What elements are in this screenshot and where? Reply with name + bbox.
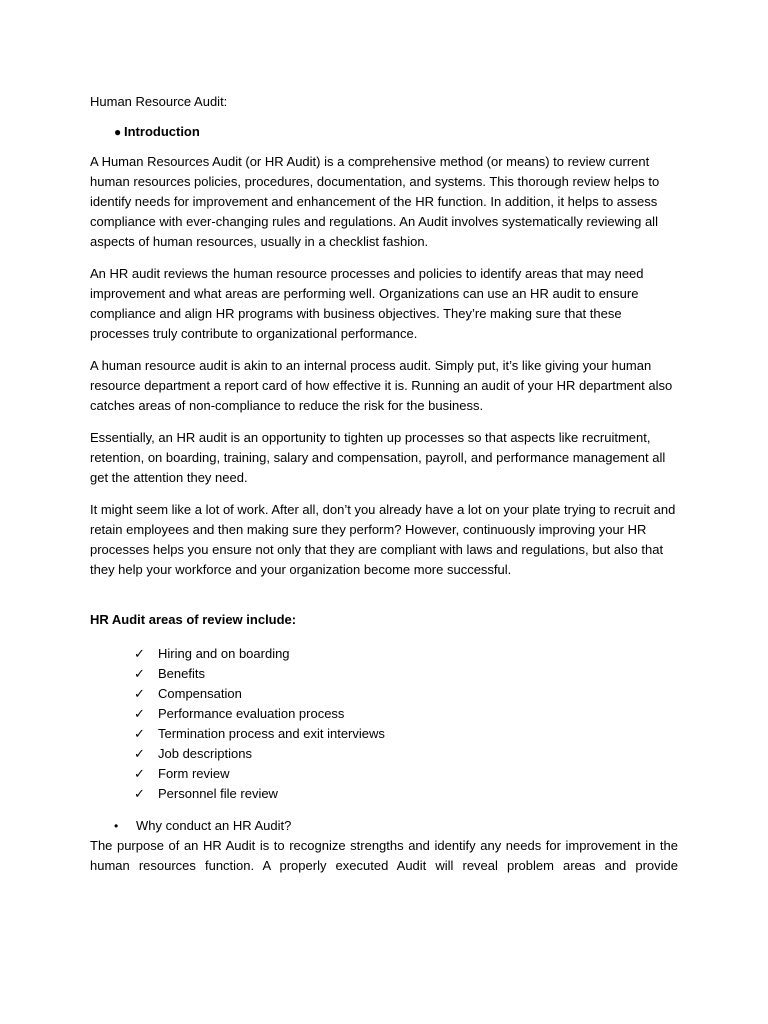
intro-heading [90,122,678,142]
checkmark-icon: ✓ [134,666,145,681]
checklist-item-label: Performance evaluation process [158,706,345,721]
checklist-item [134,704,678,724]
checkmark-icon: ✓ [134,766,145,781]
why-heading-label: Why conduct an HR Audit? [136,818,292,833]
checklist-item [134,724,678,744]
intro-heading-label: Introduction [124,124,200,139]
paragraph: A human resource audit is akin to an internal process audit. Simply put, it’s like giving your human resource department a report card of how effective it is. Running an audit of your HR department also catches areas of non-compliance to reduce the risk for the business. [90,358,673,413]
paragraph: It might seem like a lot of work. After all, don’t you already have a lot on your plate trying to recruit and retain employees and then making sure they perform? However, continuously improving your HR processes helps you ensure not only that they are compliant with laws and regulations, but also that they help your workforce and your organization become more successful. [90,502,676,577]
paragraph: A Human Resources Audit (or HR Audit) is a comprehensive method (or means) to review current human resources policies, procedures, documentation, and systems. This thorough review helps to identify needs for improvement and enhancement of the HR function. In addition, it helps to assess compliance with ever-changing rules and regulations. An Audit involves systematically reviewing all aspects of human resources, usually in a checklist fashion. [90,154,660,249]
checklist-item [134,784,678,804]
checklist-item [134,744,678,764]
purpose-paragraph: The purpose of an HR Audit is to recognize strengths and identify any needs for improvement in the human resources function. A properly executed Audit will reveal problem areas and provide [90,838,678,873]
checklist-item-label: Termination process and exit interviews [158,726,385,741]
disc-bullet-icon: ● [114,125,122,139]
document-body [90,92,678,876]
checkmark-icon: ✓ [134,686,145,701]
checkmark-icon: ✓ [134,726,145,741]
checklist-item-label: Benefits [158,666,205,681]
disc-bullet-icon: • [114,819,119,833]
checkmark-icon: ✓ [134,706,145,721]
section-spacer [90,592,678,610]
document-title: Human Resource Audit: [90,94,228,109]
checklist-item-label: Personnel file review [158,786,278,801]
checklist-item [134,684,678,704]
paragraph: Essentially, an HR audit is an opportunity to tighten up processes so that aspects like recruitment, retention, on boarding, training, salary and compensation, payroll, and performance management all get the attention they need. [90,430,666,485]
why-heading [90,816,678,836]
checklist-item-label: Form review [158,766,230,781]
paragraph: An HR audit reviews the human resource processes and policies to identify areas that may need improvement and what areas are performing well. Organizations can use an HR audit to ensure compliance and align HR programs with business objectives. They’re making sure that these processes truly contribute to organizational performance. [90,266,644,341]
checkmark-icon: ✓ [134,746,145,761]
checklist-item [134,664,678,684]
checklist-item-label: Job descriptions [158,746,252,761]
checklist-item-label: Hiring and on boarding [158,646,290,661]
checklist-item [134,764,678,784]
checkmark-icon: ✓ [134,646,145,661]
review-checklist [90,644,678,804]
checkmark-icon: ✓ [134,786,145,801]
checklist-item-label: Compensation [158,686,242,701]
checklist-item [134,644,678,664]
review-heading: HR Audit areas of review include: [90,612,297,627]
